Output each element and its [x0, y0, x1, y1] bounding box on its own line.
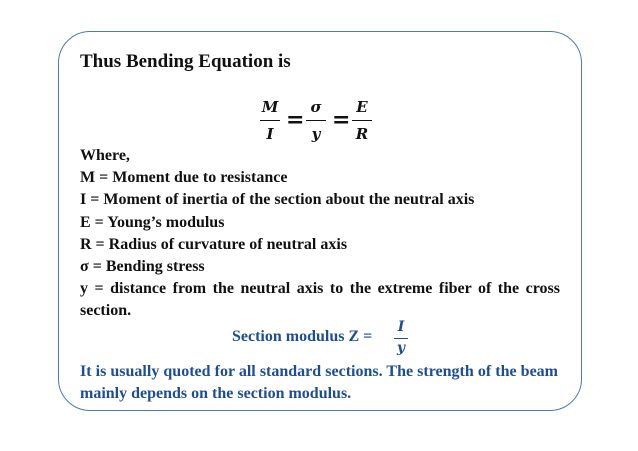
denominator: I [266, 125, 274, 143]
numerator: σ [310, 98, 322, 116]
equals-sign: = [286, 107, 305, 133]
definition-item: E = Young’s modulus [80, 213, 225, 231]
definition-item: σ = Bending stress [80, 258, 205, 276]
fraction-bar [306, 120, 326, 121]
numerator: E [356, 98, 368, 116]
denominator: y [396, 340, 406, 356]
definition-item: I = Moment of inertia of the section about the neutral axis [80, 191, 475, 209]
fraction-bar [352, 120, 372, 121]
denominator: R [355, 125, 369, 143]
bending-equation [254, 96, 384, 148]
definition-item: M = Moment due to resistance [80, 169, 288, 187]
definitions-list [80, 145, 560, 323]
denominator: y [311, 125, 321, 143]
numerator: I [397, 319, 405, 335]
page-title: Thus Bending Equation is [80, 51, 291, 72]
equals-sign: = [332, 107, 351, 133]
where-label: Where, [80, 147, 130, 164]
fraction-bar [260, 120, 280, 121]
section-modulus-label: Section modulus Z = [232, 328, 373, 345]
note-paragraph: It is usually quoted for all standard sections. The strength of the beam mainly depends on the section modulus. [80, 363, 558, 402]
numerator: M [261, 98, 279, 116]
definition-item: R = Radius of curvature of neutral axis [80, 235, 348, 253]
definition-item: y = distance from the neutral axis to the extreme fiber of the cross section. [80, 280, 560, 320]
